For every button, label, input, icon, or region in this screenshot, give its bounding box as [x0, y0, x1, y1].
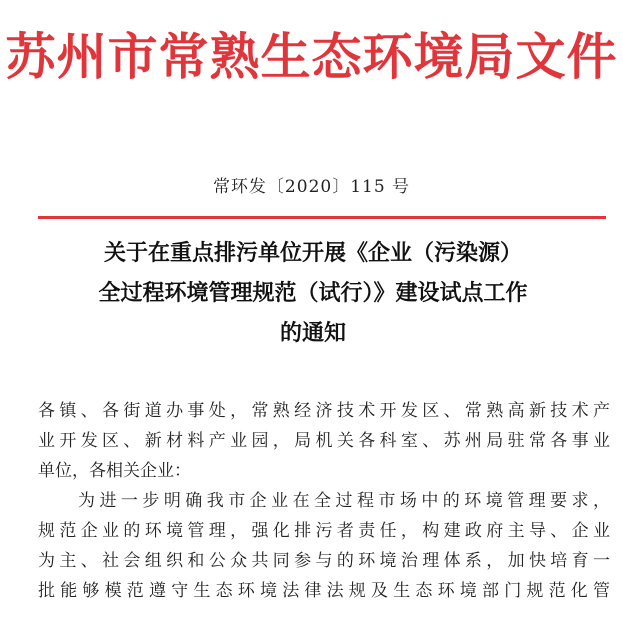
paragraph-line: 为主、社会组织和公众共同参与的环境治理体系，加快培育一 [38, 551, 610, 571]
paragraph-line: 规范企业的环境管理，强化排污者责任，构建政府主导、企业 [38, 521, 610, 541]
addressee-line: 单位，各相关企业： [38, 461, 191, 481]
red-divider-line [38, 216, 606, 219]
paragraph-line: 批能够模范遵守生态环境法律法规及生态环境部门规范化管 [38, 581, 610, 601]
document-title-line: 关于在重点排污单位开展《企业（污染源） [103, 241, 522, 266]
addressee-line: 业开发区、新材料产业园，局机关各科室、苏州局驻常各事业 [38, 431, 610, 451]
org-header-title: 苏州市常熟生态环境局文件 [5, 27, 618, 86]
document-title-line: 全过程环境管理规范（试行）》建设试点工作 [98, 281, 528, 306]
document-title [28, 234, 598, 354]
document-number: 常环发〔2020〕115 号 [212, 177, 411, 197]
document-body [38, 396, 610, 606]
paragraph-line: 为进一步明确我市企业在全过程市场中的环境管理要求， [78, 491, 610, 511]
addressee-line: 各镇、各街道办事处，常熟经济技术开发区、常熟高新技术产 [38, 401, 610, 421]
document-title-line: 的通知 [279, 321, 346, 346]
